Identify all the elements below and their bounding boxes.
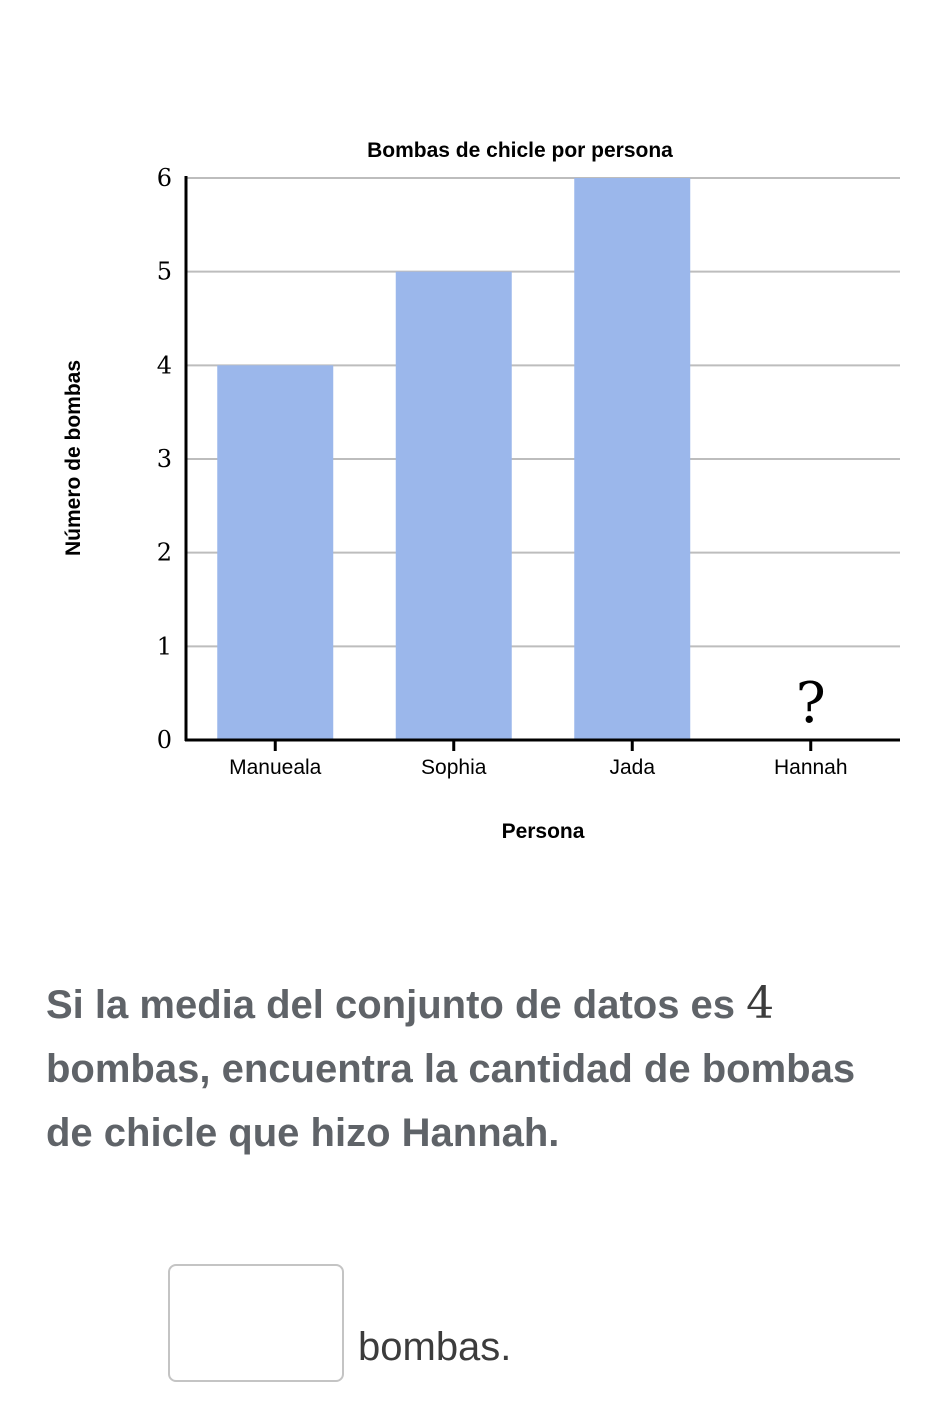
question-text-after: bombas, encuentra la cantidad de bombas de chicle que hizo Hannah. bbox=[46, 1047, 856, 1155]
y-axis-label: Número de bombas bbox=[62, 359, 85, 557]
bars bbox=[217, 178, 690, 740]
x-tick-label: Hannah bbox=[773, 756, 848, 779]
y-tick-label: 6 bbox=[156, 164, 172, 192]
answer-unit: bombas. bbox=[358, 1325, 512, 1369]
x-tick-label: Manueala bbox=[229, 756, 322, 779]
y-tick-label: 4 bbox=[156, 351, 172, 380]
chart-title: Bombas de chicle por persona bbox=[367, 139, 673, 162]
question-text-before: Si la media del conjunto de datos es bbox=[46, 983, 747, 1027]
y-tick-label: 5 bbox=[156, 257, 172, 286]
bar-sophia bbox=[396, 272, 512, 740]
y-tick-label: 0 bbox=[156, 726, 172, 754]
bar-manueala bbox=[217, 365, 333, 740]
y-tick-label: 2 bbox=[156, 538, 172, 567]
unknown-value-marker: ? bbox=[795, 671, 826, 736]
x-tick-label: Sophia bbox=[421, 756, 487, 779]
y-tick-label: 3 bbox=[156, 445, 172, 473]
answer-row bbox=[168, 1258, 511, 1382]
x-axis-label: Persona bbox=[501, 820, 585, 843]
y-tick-label: 1 bbox=[156, 632, 172, 661]
x-tick-label: Jada bbox=[609, 756, 656, 779]
mean-value: 4 bbox=[746, 978, 775, 1029]
question-text bbox=[46, 972, 906, 1165]
bar-jada bbox=[574, 178, 690, 740]
answer-input[interactable] bbox=[168, 1264, 344, 1382]
